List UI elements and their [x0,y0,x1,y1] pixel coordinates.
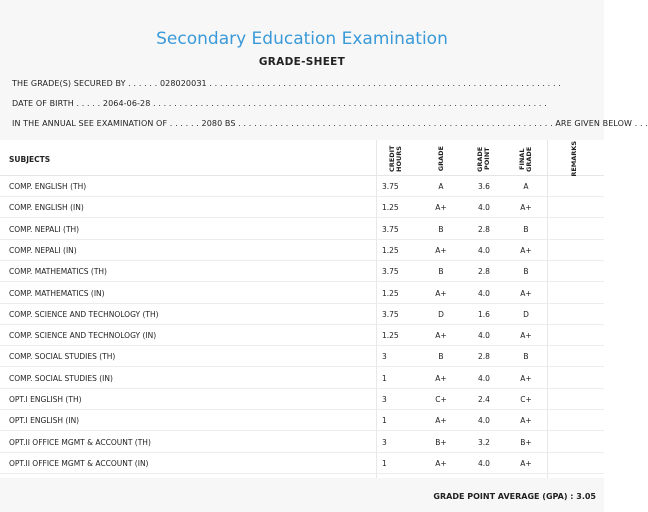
exam-label: IN THE ANNUAL SEE EXAMINATION OF . . . . . . [12,119,202,128]
grades-secured-line [12,79,561,88]
grade-point-cell: 4.0 [478,416,490,426]
subject-cell: COMP. NEPALI (IN) [9,245,77,255]
credit-hours-cell: 3 [382,352,387,362]
table-row [0,197,604,218]
credit-hours-cell: 1.25 [382,288,399,298]
final-grade-cell: B+ [520,437,532,447]
subject-cell: OPT.II OFFICE MGMT & ACCOUNT (TH) [9,437,151,447]
grade-cell: D [438,309,444,319]
table-row [0,410,604,431]
grade-point-cell: 4.0 [478,373,490,383]
final-grade-cell: A+ [520,288,532,298]
table-row [0,176,604,197]
subject-cell: COMP. SOCIAL STUDIES (TH) [9,352,116,362]
credit-hours-cell: 3 [382,395,387,404]
date-of-birth-dots: . . . . . . . . . . . . . . . . . . . . . . . . . . . . . . . . . . . . . . . . . . . . . . . . . . . . . . . . . . . . . . . . . . . . . . . . . . . [150,99,547,108]
grade-cell: B [438,352,444,362]
grade-point-cell: 1.6 [478,309,490,319]
grade-cell: B [438,267,444,277]
date-of-birth-value: 2064-06-28 [102,99,151,108]
header-grade-text: GRADE [436,146,445,172]
table-row [0,219,604,240]
table-header [0,140,604,176]
table-row [0,389,604,410]
subject-cell: COMP. NEPALI (TH) [9,224,80,234]
header-subjects: SUBJECTS [9,155,51,164]
final-grade-cell: A+ [520,416,532,426]
exam-year: 2080 BS [201,119,236,128]
subject-cell: OPT.I ENGLISH (IN) [9,416,80,426]
exam-line [12,119,648,128]
subject-cell: COMP. SOCIAL STUDIES (IN) [9,373,113,383]
final-grade-cell: A+ [520,245,532,255]
grade-point-cell: 2.4 [478,395,490,404]
grade-cell: B [438,224,444,234]
table-row [0,432,604,453]
table-row [0,304,604,325]
date-of-birth-label: DATE OF BIRTH . . . . . [12,99,103,108]
page-subtitle: GRADE-SHEET [258,56,346,68]
header-grade-point [473,142,495,176]
grade-point-cell: 4.0 [478,331,490,341]
symbol-number: 0280200З1 [159,79,207,88]
date-of-birth-line [12,99,547,108]
final-grade-cell: A [523,182,529,191]
grade-cell: A+ [435,458,447,468]
grades-table [0,140,604,478]
grade-point-cell: 4.0 [478,203,490,213]
header-grade-point-text: GRADE POINT [476,146,491,172]
grade-cell: A+ [435,245,447,255]
subject-cell: COMP. MATHEMATICS (IN) [9,288,105,298]
grade-cell: A+ [435,288,447,298]
header-credit-hours-text: CREDIT HOURS [388,145,403,173]
grade-cell: A+ [435,331,447,341]
table-row [0,283,604,304]
gpa-summary: GRADE POINT AVERAGE (GPA) : 3.05 [433,492,596,501]
table-row [0,368,604,389]
credit-hours-cell: 3.75 [382,267,399,277]
grade-point-cell: 2.8 [478,224,490,234]
grade-point-cell: 4.0 [478,288,490,298]
table-row [0,261,604,282]
grades-secured-dots: . . . . . . . . . . . . . . . . . . . . . . . . . . . . . . . . . . . . . . . . . . . . . . . . . . . . . . . . . . . . . . . . . . . [206,79,561,88]
final-grade-cell: D [523,309,529,319]
grade-point-cell: 3.6 [478,182,490,191]
header-final-grade-text: FINAL GRADE [518,146,533,172]
credit-hours-cell: 1.25 [382,331,399,341]
final-grade-cell: B [523,352,529,362]
final-grade-cell: C+ [520,395,532,404]
credit-hours-cell: 3.75 [382,224,399,234]
header-remarks [563,142,585,176]
subject-cell: COMP. SCIENCE AND TECHNOLOGY (TH) [9,309,159,319]
credit-hours-cell: 3 [382,437,387,447]
subject-cell: OPT.II OFFICE MGMT & ACCOUNT (IN) [9,458,149,468]
final-grade-cell: B [523,224,529,234]
grades-secured-label: THE GRADE(S) SECURED BY . . . . . . [12,79,160,88]
header-grade [430,142,452,176]
credit-hours-cell: 1.25 [382,203,399,213]
grade-point-cell: 4.0 [478,458,490,468]
grade-point-cell: 3.2 [478,437,490,447]
subject-cell: OPT.I ENGLISH (TH) [9,395,82,404]
table-row [0,325,604,346]
final-grade-cell: A+ [520,331,532,341]
grade-cell: C+ [435,395,447,404]
final-grade-cell: B [523,267,529,277]
credit-hours-cell: 1.25 [382,245,399,255]
exam-suffix: . . . . . . . . . . . . . . . . . . . . . . . . . . . . . . . . . . . . . . . . . . . . . . . . . . . . . . . . . . . . ARE GIVEN BELOW . . . [235,119,648,128]
subject-cell: COMP. ENGLISH (IN) [9,203,84,213]
credit-hours-cell: 1 [382,458,387,468]
final-grade-cell: A+ [520,373,532,383]
grade-cell: A+ [435,203,447,213]
subject-cell: COMP. SCIENCE AND TECHNOLOGY (IN) [9,331,157,341]
final-grade-cell: A+ [520,203,532,213]
credit-hours-cell: 3.75 [382,182,399,191]
table-row [0,453,604,474]
header-final-grade [515,142,537,176]
grade-point-cell: 2.8 [478,267,490,277]
credit-hours-cell: 1 [382,416,387,426]
subject-cell: COMP. ENGLISH (TH) [9,182,87,191]
grade-point-cell: 4.0 [478,245,490,255]
grade-cell: A+ [435,373,447,383]
header-credit-hours [385,142,407,176]
credit-hours-cell: 3.75 [382,309,399,319]
grade-cell: B+ [435,437,447,447]
grade-cell: A [438,182,444,191]
grade-cell: A+ [435,416,447,426]
credit-hours-cell: 1 [382,373,387,383]
subject-cell: COMP. MATHEMATICS (TH) [9,267,107,277]
page-title: Secondary Education Examination [156,29,448,49]
header-remarks-text: REMARKS [569,141,578,177]
table-row [0,346,604,367]
table-row [0,240,604,261]
grade-point-cell: 2.8 [478,352,490,362]
final-grade-cell: A+ [520,458,532,468]
